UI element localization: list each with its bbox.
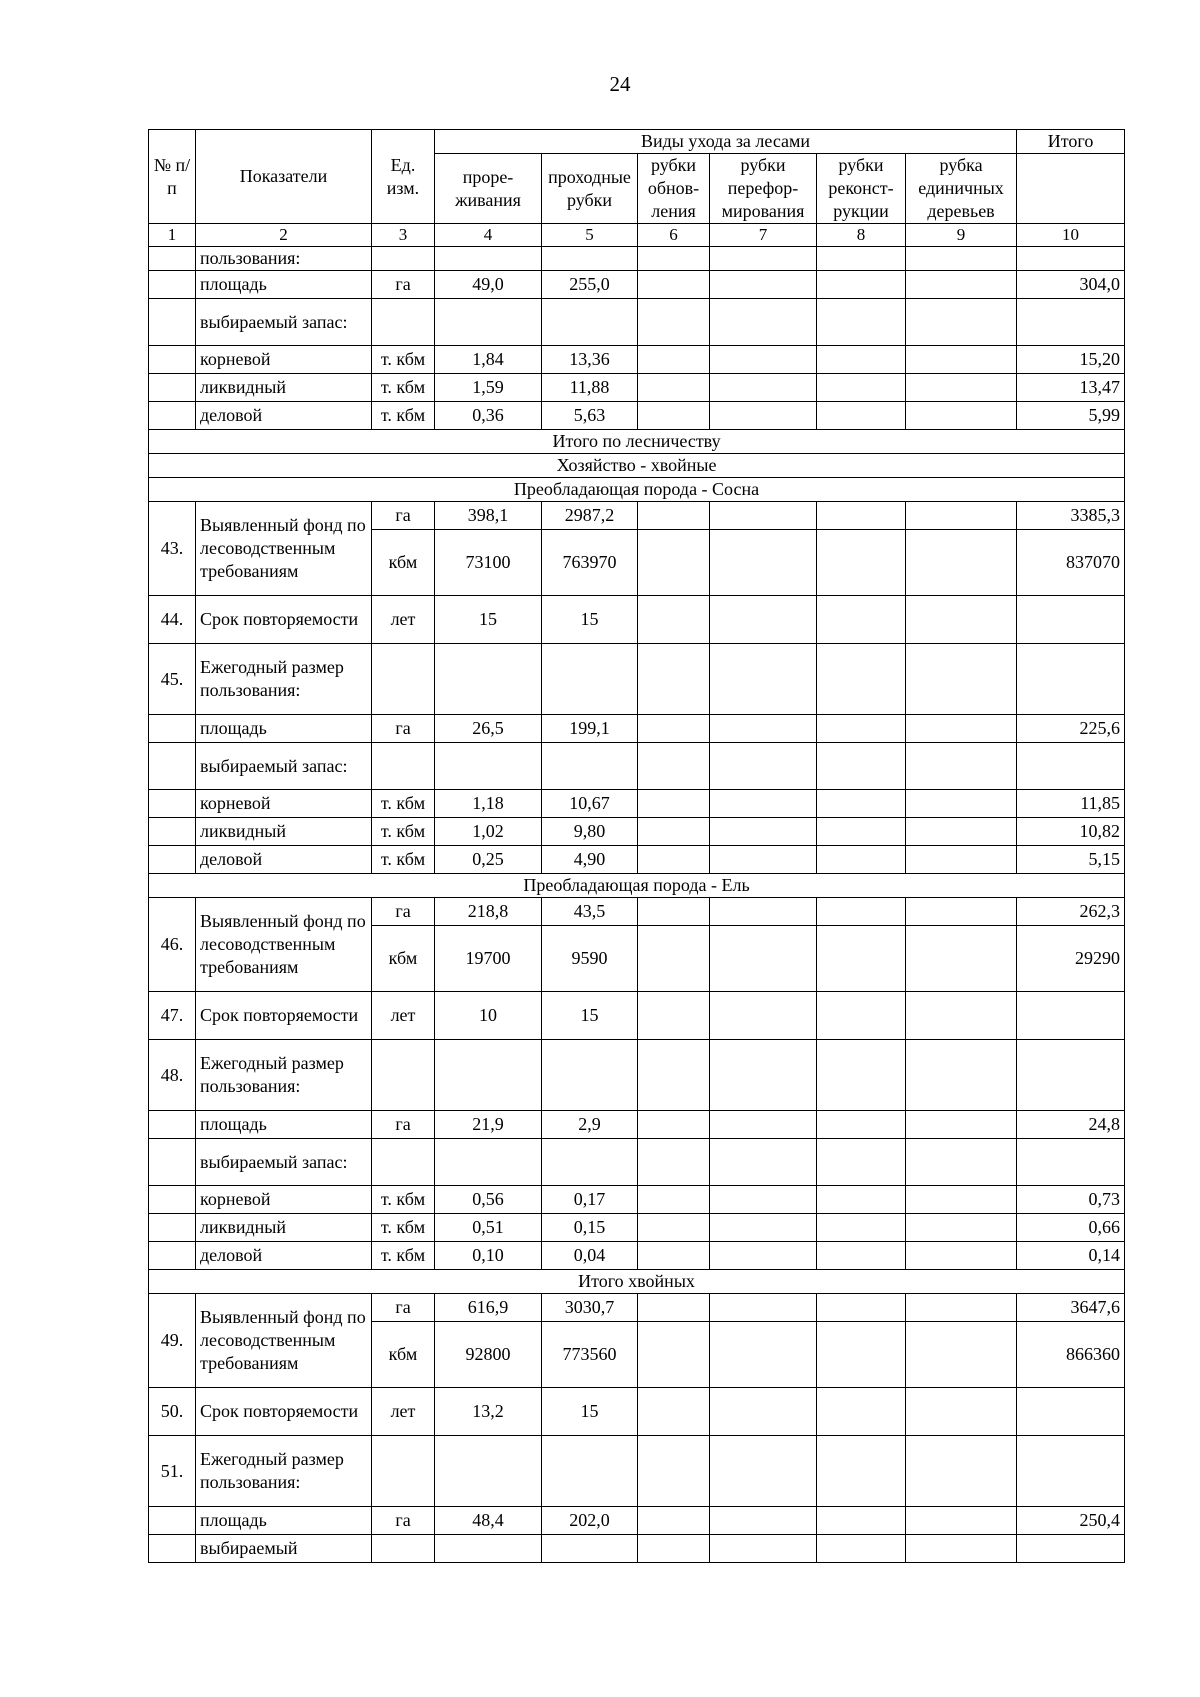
table-row: [149, 1040, 1125, 1111]
total-cell: 11,85: [1017, 790, 1125, 818]
unit-cell: т. кбм: [372, 1242, 435, 1270]
row-number: 44.: [149, 596, 196, 644]
kind-header: проходные рубки: [542, 154, 638, 224]
indicator-label: площадь: [196, 1507, 372, 1535]
value-cell: 19700: [435, 926, 542, 992]
total-cell: 0,14: [1017, 1242, 1125, 1270]
unit-cell: га: [372, 898, 435, 926]
indicator-label: корневой: [196, 346, 372, 374]
table-row: [149, 299, 1125, 346]
table-row: [149, 1388, 1125, 1436]
table-row: [149, 1186, 1125, 1214]
column-number: 8: [817, 224, 906, 247]
table-row: [149, 1139, 1125, 1186]
unit-cell: кбм: [372, 1322, 435, 1388]
table-row: [149, 271, 1125, 299]
value-cell: 0,04: [542, 1242, 638, 1270]
column-number: 1: [149, 224, 196, 247]
value-cell: 73100: [435, 530, 542, 596]
indicator-label: корневой: [196, 790, 372, 818]
total-cell: 837070: [1017, 530, 1125, 596]
table-row: [149, 992, 1125, 1040]
unit-cell: лет: [372, 1388, 435, 1436]
table-row: [149, 1507, 1125, 1535]
indicator-label: площадь: [196, 1111, 372, 1139]
table-row: [149, 596, 1125, 644]
indicator-label: Выявленный фонд по лесоводственным требованиям: [196, 502, 372, 596]
table-row: [149, 247, 1125, 271]
indicator-label: Срок повторяемости: [196, 1388, 372, 1436]
total-header-empty: [1017, 154, 1125, 224]
value-cell: 1,18: [435, 790, 542, 818]
table-row: [149, 715, 1125, 743]
value-cell: 0,10: [435, 1242, 542, 1270]
section-title: Преобладающая порода - Ель: [149, 874, 1125, 898]
indicator-label: ликвидный: [196, 818, 372, 846]
indicator-label: площадь: [196, 715, 372, 743]
total-cell: 262,3: [1017, 898, 1125, 926]
unit-cell: т. кбм: [372, 346, 435, 374]
row-number: 45.: [149, 644, 196, 715]
value-cell: 199,1: [542, 715, 638, 743]
value-cell: 5,63: [542, 402, 638, 430]
value-cell: 9590: [542, 926, 638, 992]
value-cell: 15: [435, 596, 542, 644]
table-row: [149, 846, 1125, 874]
unit-cell: га: [372, 1294, 435, 1322]
table-row: [149, 502, 1125, 530]
value-cell: 43,5: [542, 898, 638, 926]
column-number: 9: [906, 224, 1017, 247]
col-num-header: № п/п: [149, 130, 196, 224]
group-header: Виды ухода за лесами: [435, 130, 1017, 154]
value-cell: 11,88: [542, 374, 638, 402]
value-cell: 4,90: [542, 846, 638, 874]
value-cell: 13,36: [542, 346, 638, 374]
kind-header: рубка единичных деревьев: [906, 154, 1017, 224]
value-cell: 15: [542, 596, 638, 644]
col-unit-header: Ед. изм.: [372, 130, 435, 224]
indicator-label: пользования:: [196, 247, 372, 271]
section-title: Итого по лесничеству: [149, 430, 1125, 454]
table-row: [149, 374, 1125, 402]
value-cell: 763970: [542, 530, 638, 596]
column-number: 4: [435, 224, 542, 247]
value-cell: 218,8: [435, 898, 542, 926]
indicator-label: Срок повторяемости: [196, 596, 372, 644]
unit-cell: т. кбм: [372, 818, 435, 846]
total-cell: 866360: [1017, 1322, 1125, 1388]
unit-cell: т. кбм: [372, 374, 435, 402]
total-cell: 3647,6: [1017, 1294, 1125, 1322]
column-number: 6: [638, 224, 710, 247]
unit-cell: т. кбм: [372, 1186, 435, 1214]
row-number: 50.: [149, 1388, 196, 1436]
value-cell: 616,9: [435, 1294, 542, 1322]
indicator-label: деловой: [196, 1242, 372, 1270]
value-cell: 0,56: [435, 1186, 542, 1214]
indicator-label: выбираемый запас:: [196, 1139, 372, 1186]
total-header: Итого: [1017, 130, 1125, 154]
value-cell: 0,51: [435, 1214, 542, 1242]
table-row: [149, 1294, 1125, 1322]
kind-header: рубки реконст-рукции: [817, 154, 906, 224]
table-row: [149, 818, 1125, 846]
value-cell: 3030,7: [542, 1294, 638, 1322]
indicator-label: Ежегодный размер пользования:: [196, 1040, 372, 1111]
indicator-label: Ежегодный размер пользования:: [196, 644, 372, 715]
value-cell: 1,84: [435, 346, 542, 374]
value-cell: 9,80: [542, 818, 638, 846]
value-cell: 2987,2: [542, 502, 638, 530]
total-cell: 304,0: [1017, 271, 1125, 299]
column-number: 2: [196, 224, 372, 247]
row-number: 46.: [149, 898, 196, 992]
unit-cell: лет: [372, 992, 435, 1040]
kind-header: рубки обнов-ления: [638, 154, 710, 224]
total-cell: 13,47: [1017, 374, 1125, 402]
table-row: [149, 790, 1125, 818]
total-cell: 225,6: [1017, 715, 1125, 743]
unit-cell: га: [372, 1507, 435, 1535]
unit-cell: га: [372, 271, 435, 299]
row-number: 43.: [149, 502, 196, 596]
indicator-label: Выявленный фонд по лесоводственным требованиям: [196, 898, 372, 992]
table-row: [149, 1242, 1125, 1270]
total-cell: 5,99: [1017, 402, 1125, 430]
total-cell: 10,82: [1017, 818, 1125, 846]
kind-header: рубки перефор-мирования: [710, 154, 817, 224]
indicator-label: площадь: [196, 271, 372, 299]
indicator-label: Выявленный фонд по лесоводственным требованиям: [196, 1294, 372, 1388]
total-cell: 0,66: [1017, 1214, 1125, 1242]
value-cell: 2,9: [542, 1111, 638, 1139]
value-cell: 15: [542, 1388, 638, 1436]
page-number: 24: [609, 72, 631, 96]
value-cell: 21,9: [435, 1111, 542, 1139]
total-cell: 0,73: [1017, 1186, 1125, 1214]
table-row: [149, 1535, 1125, 1563]
value-cell: 0,25: [435, 846, 542, 874]
indicator-label: ликвидный: [196, 374, 372, 402]
value-cell: 26,5: [435, 715, 542, 743]
table-row: [149, 346, 1125, 374]
table-row: [149, 644, 1125, 715]
value-cell: 773560: [542, 1322, 638, 1388]
total-cell: 24,8: [1017, 1111, 1125, 1139]
column-number: 5: [542, 224, 638, 247]
table-row: [149, 898, 1125, 926]
unit-cell: т. кбм: [372, 402, 435, 430]
value-cell: 0,36: [435, 402, 542, 430]
kind-header: проре-живания: [435, 154, 542, 224]
value-cell: 13,2: [435, 1388, 542, 1436]
column-number-row: [149, 224, 1125, 247]
value-cell: 255,0: [542, 271, 638, 299]
indicator-label: выбираемый: [196, 1535, 372, 1563]
unit-cell: т. кбм: [372, 790, 435, 818]
indicator-label: корневой: [196, 1186, 372, 1214]
value-cell: 1,02: [435, 818, 542, 846]
indicator-label: выбираемый запас:: [196, 743, 372, 790]
table-row: [149, 743, 1125, 790]
indicator-label: выбираемый запас:: [196, 299, 372, 346]
value-cell: 15: [542, 992, 638, 1040]
indicator-label: Ежегодный размер пользования:: [196, 1436, 372, 1507]
unit-cell: т. кбм: [372, 1214, 435, 1242]
total-cell: 15,20: [1017, 346, 1125, 374]
forest-care-table: [148, 129, 1125, 1563]
indicator-label: деловой: [196, 846, 372, 874]
indicator-label: ликвидный: [196, 1214, 372, 1242]
row-number: 47.: [149, 992, 196, 1040]
table-row: [149, 1214, 1125, 1242]
table-row: [149, 1111, 1125, 1139]
total-cell: 29290: [1017, 926, 1125, 992]
unit-cell: т. кбм: [372, 846, 435, 874]
value-cell: 0,17: [542, 1186, 638, 1214]
section-title: Преобладающая порода - Сосна: [149, 478, 1125, 502]
value-cell: 0,15: [542, 1214, 638, 1242]
column-number: 10: [1017, 224, 1125, 247]
section-title: Итого хвойных: [149, 1270, 1125, 1294]
row-number: 48.: [149, 1040, 196, 1111]
unit-cell: га: [372, 502, 435, 530]
value-cell: 10,67: [542, 790, 638, 818]
unit-cell: лет: [372, 596, 435, 644]
value-cell: 1,59: [435, 374, 542, 402]
value-cell: 202,0: [542, 1507, 638, 1535]
unit-cell: га: [372, 715, 435, 743]
value-cell: 92800: [435, 1322, 542, 1388]
total-cell: 3385,3: [1017, 502, 1125, 530]
table-row: [149, 402, 1125, 430]
total-cell: 250,4: [1017, 1507, 1125, 1535]
total-cell: 5,15: [1017, 846, 1125, 874]
row-number: 51.: [149, 1436, 196, 1507]
column-number: 7: [710, 224, 817, 247]
unit-cell: кбм: [372, 926, 435, 992]
indicator-label: деловой: [196, 402, 372, 430]
column-number: 3: [372, 224, 435, 247]
unit-cell: кбм: [372, 530, 435, 596]
value-cell: 49,0: [435, 271, 542, 299]
unit-cell: га: [372, 1111, 435, 1139]
row-number: 49.: [149, 1294, 196, 1388]
value-cell: 10: [435, 992, 542, 1040]
value-cell: 48,4: [435, 1507, 542, 1535]
indicator-label: Срок повторяемости: [196, 992, 372, 1040]
table-row: [149, 1436, 1125, 1507]
col-indicator-header: Показатели: [196, 130, 372, 224]
value-cell: 398,1: [435, 502, 542, 530]
section-title: Хозяйство - хвойные: [149, 454, 1125, 478]
